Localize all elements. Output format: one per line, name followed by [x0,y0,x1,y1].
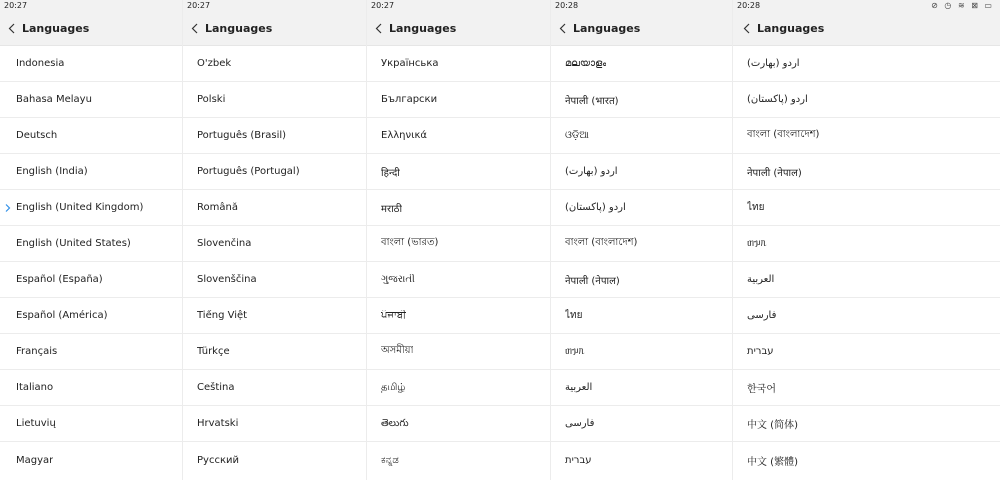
language-label: Bahasa Melayu [16,94,92,105]
language-label: Slovenščina [197,274,257,285]
language-label: বাংলা (বাংলাদেশ) [565,237,638,248]
language-label: ไทย [747,202,765,213]
language-item[interactable] [551,406,732,442]
page-title: Languages [573,22,641,35]
language-label: ਪੰਜਾਬੀ [381,310,407,321]
language-item[interactable] [733,190,1000,226]
language-item[interactable] [183,262,366,298]
language-label: Русский [197,454,239,466]
language-label: Español (América) [16,310,108,321]
language-label: Polski [197,94,226,105]
status-time: 20:27 [187,1,211,10]
language-item[interactable] [367,298,550,334]
status-icons: ⊘ ◷ ≋ ⊠ ▭ [931,1,994,10]
language-item[interactable] [733,370,1000,406]
language-item[interactable] [0,370,182,406]
language-label: Italiano [16,382,54,393]
language-label: Ελληνικά [381,130,427,141]
status-time: 20:27 [4,1,28,10]
language-item[interactable] [551,262,732,298]
header [551,12,732,46]
language-label: فارسی [747,310,777,321]
language-item[interactable] [367,82,550,118]
status-bar [367,0,550,12]
language-item[interactable] [551,370,732,406]
language-item[interactable] [367,370,550,406]
language-label: മലയാളം [565,58,607,69]
language-item[interactable] [183,118,366,154]
language-label: Deutsch [16,130,58,141]
language-item[interactable] [367,118,550,154]
language-item[interactable] [0,442,182,478]
language-label: नेपाली (नेपाल) [747,167,802,179]
language-label: Lietuvių [16,418,56,429]
language-label: 한국어 [747,384,776,395]
language-item[interactable] [733,226,1000,262]
header [183,12,366,46]
status-bar [551,0,732,12]
language-label: Français [16,346,58,357]
language-label: Português (Brasil) [197,130,287,141]
language-list [367,46,550,478]
language-label: Български [381,94,438,105]
page-title: Languages [22,22,90,35]
screen-5 [732,0,1000,480]
language-list [183,46,366,478]
status-time: 20:28 [555,1,579,10]
language-item[interactable] [733,298,1000,334]
language-item[interactable] [733,154,1000,190]
language-item[interactable] [0,46,182,82]
language-label: ᥖᥭᥰ [565,346,585,357]
language-label: Indonesia [16,58,65,69]
language-label: English (United States) [16,238,131,249]
language-label: Português (Portugal) [197,166,300,177]
language-item[interactable] [551,82,732,118]
back-button[interactable] [183,12,205,46]
status-bar [0,0,182,12]
language-label: 中文 (简体) [747,420,798,431]
chevron-left-icon [8,23,15,34]
language-item[interactable] [183,82,366,118]
back-button[interactable] [367,12,389,46]
header [367,12,550,46]
language-label: עברית [565,454,592,466]
language-label: Українська [381,58,439,69]
language-item[interactable] [0,298,182,334]
chevron-left-icon [743,23,750,34]
language-item[interactable] [183,370,366,406]
language-item[interactable] [0,226,182,262]
language-item[interactable] [733,406,1000,442]
language-label: मराठी [381,203,403,215]
language-list [551,46,732,478]
language-item[interactable] [733,46,1000,82]
language-list [0,46,182,478]
back-button[interactable] [551,12,573,46]
back-button[interactable] [735,12,757,46]
language-label: اردو (پاکستان) [565,202,626,213]
language-item[interactable] [551,118,732,154]
language-label: বাংলা (ভারত) [381,237,439,248]
language-label: Tiếng Việt [197,310,248,321]
language-item[interactable] [733,262,1000,298]
language-item[interactable] [367,334,550,370]
status-bar [183,0,366,12]
language-item[interactable] [367,46,550,82]
language-label: ଓଡ଼ିଆ [565,130,589,141]
language-label: O'zbek [197,58,232,69]
language-label: తెలుగు [381,417,409,429]
language-label: 中文 (繁體) [747,456,798,468]
status-time: 20:28 [737,1,761,10]
status-bar [733,0,1000,12]
language-label: हिन्दी [381,167,400,179]
language-item[interactable] [551,226,732,262]
screen-2 [182,0,366,480]
language-label: অসমীয়া [381,345,414,356]
language-item[interactable] [183,334,366,370]
status-time: 20:27 [371,1,395,10]
language-item[interactable] [367,406,550,442]
language-label: Slovenčina [197,238,252,249]
language-item[interactable] [551,190,732,226]
language-item[interactable] [0,334,182,370]
language-item[interactable] [0,82,182,118]
language-label: עברית [747,346,774,357]
language-label: ಕನ್ನಡ [381,454,399,466]
language-label: العربية [565,382,593,393]
language-item-selected[interactable] [0,190,182,226]
language-label: اردو (پاکستان) [747,94,808,105]
language-label: ไทย [565,310,583,321]
language-item[interactable] [367,442,550,478]
language-item[interactable] [367,190,550,226]
language-item[interactable] [733,82,1000,118]
language-item[interactable] [551,334,732,370]
language-label: தமிழ் [381,381,406,393]
language-item[interactable] [0,406,182,442]
language-label: اردو (بھارت) [565,166,618,177]
language-label: Magyar [16,454,54,466]
header [0,12,182,46]
language-item[interactable] [551,298,732,334]
page-title: Languages [389,22,457,35]
language-label: Čeština [197,382,235,393]
language-item[interactable] [183,154,366,190]
screen-3 [366,0,550,480]
language-item[interactable] [183,46,366,82]
language-label: नेपाली (भारत) [565,95,619,107]
language-item[interactable] [551,154,732,190]
language-label: Română [197,202,238,213]
language-label: ગુજરાતી [381,274,415,285]
language-item[interactable] [367,262,550,298]
language-item[interactable] [183,226,366,262]
chevron-left-icon [375,23,382,34]
back-button[interactable] [0,12,22,46]
language-item[interactable] [183,190,366,226]
language-label: English (India) [16,166,88,177]
language-label: Türkçe [197,346,230,357]
language-label: ᥖᥭᥰ [747,238,767,249]
chevron-left-icon [559,23,566,34]
language-label: नेपाली (नेपाल) [565,275,620,287]
language-label: Español (España) [16,274,103,285]
language-item[interactable] [551,442,732,478]
screen-1 [0,0,182,480]
language-item[interactable] [183,442,366,478]
language-item[interactable] [367,154,550,190]
language-item[interactable] [733,118,1000,154]
language-label: বাংলা (বাংলাদেশ) [747,129,820,140]
header [733,12,1000,46]
language-item[interactable] [183,298,366,334]
language-item[interactable] [0,154,182,190]
language-item[interactable] [733,442,1000,478]
language-label: English (United Kingdom) [16,202,144,213]
language-item[interactable] [0,118,182,154]
language-label: Hrvatski [197,418,239,429]
language-label: اردو (بھارت) [747,58,800,69]
language-item[interactable] [183,406,366,442]
language-list [733,46,1000,478]
language-label: العربية [747,274,775,285]
language-item[interactable] [733,334,1000,370]
screen-4 [550,0,732,480]
language-item[interactable] [0,262,182,298]
chevron-right-icon [5,203,11,212]
page-title: Languages [205,22,273,35]
language-item[interactable] [551,46,732,82]
language-item[interactable] [367,226,550,262]
language-label: فارسی [565,418,595,429]
page-title: Languages [757,22,825,35]
chevron-left-icon [191,23,198,34]
